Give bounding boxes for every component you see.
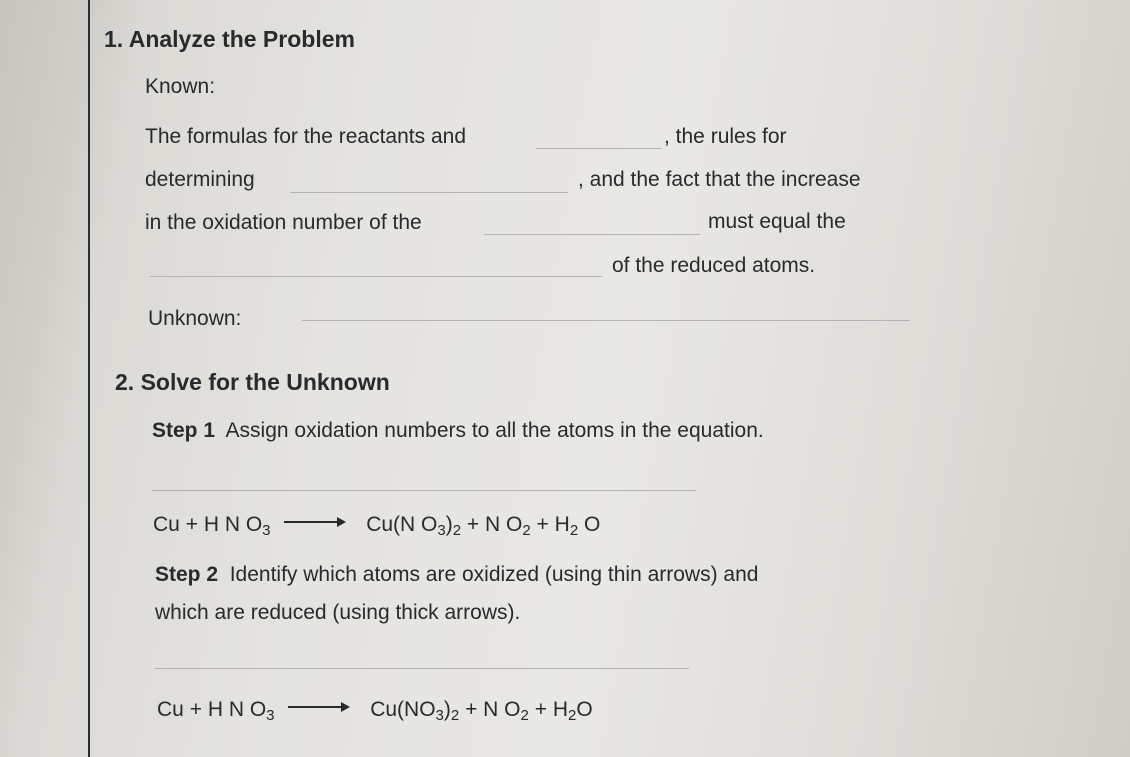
equation-2 xyxy=(157,698,593,724)
step-2-text-line-1: Identify which atoms are oxidized (using thin arrows) and xyxy=(229,563,759,586)
known-line-1-start: The formulas for the reactants and xyxy=(145,125,466,148)
step-2-label: Step 2 xyxy=(155,563,219,586)
eq1-paren: ) xyxy=(445,513,453,536)
eq2-sub-2b: 2 xyxy=(520,707,529,724)
blank-reactants-products[interactable] xyxy=(536,148,662,149)
step-2 xyxy=(155,563,758,587)
eq1-cu: Cu xyxy=(153,513,180,536)
eq2-plus-1: + xyxy=(189,698,202,721)
eq1-sub-3a: 3 xyxy=(262,522,271,539)
step-2-text-line-2: which are reduced (using thick arrows). xyxy=(155,601,521,624)
eq2-sub-2c: 2 xyxy=(567,707,577,724)
eq2-paren: ) xyxy=(443,698,451,721)
known-line-3-end: must equal the xyxy=(708,210,846,233)
eq1-o: O xyxy=(584,513,601,536)
unknown-label: Unknown: xyxy=(148,307,242,330)
blank-unknown[interactable] xyxy=(302,320,910,321)
known-label: Known: xyxy=(145,75,216,98)
known-line-1-end: , the rules for xyxy=(664,125,787,148)
eq2-h: H xyxy=(552,698,568,721)
section-1-heading: 1. Analyze the Problem xyxy=(104,26,355,52)
eq1-plus-3: + xyxy=(536,513,549,536)
reaction-arrow-icon xyxy=(288,702,350,712)
eq2-cu: Cu xyxy=(157,698,184,721)
eq1-plus-2: + xyxy=(466,513,480,536)
eq2-o: O xyxy=(576,698,593,721)
step-1-text: Assign oxidation numbers to all the atoms in the equation. xyxy=(225,419,764,442)
eq1-sub-2c: 2 xyxy=(569,522,579,539)
known-line-2-end: , and the fact that the increase xyxy=(578,168,861,191)
eq1-plus-1: + xyxy=(185,513,198,536)
step-1 xyxy=(152,419,764,443)
blank-decrease[interactable] xyxy=(150,276,602,277)
eq1-h: H xyxy=(554,513,570,536)
eq2-plus-2: + xyxy=(465,698,478,721)
eq2-no: N O xyxy=(483,698,521,721)
equation-1 xyxy=(153,513,600,539)
reaction-arrow-icon xyxy=(284,517,346,527)
section-2-heading: 2. Solve for the Unknown xyxy=(115,369,390,395)
blank-oxidation-numbers-1[interactable] xyxy=(152,490,696,491)
blank-oxidation-numbers-2[interactable] xyxy=(155,668,689,669)
known-line-3-start: in the oxidation number of the xyxy=(145,211,422,234)
eq2-hno: H N O xyxy=(207,698,267,721)
eq2-sub-3a: 3 xyxy=(266,707,275,724)
known-line-4-end: of the reduced atoms. xyxy=(612,254,816,277)
known-line-2-start: determining xyxy=(145,168,255,191)
eq1-product-cu: Cu(N O xyxy=(366,513,438,536)
blank-oxidized-atoms[interactable] xyxy=(484,234,700,235)
eq2-sub-2a: 2 xyxy=(450,707,460,724)
margin-rule xyxy=(88,0,90,757)
eq1-sub-2a: 2 xyxy=(452,522,462,539)
eq2-plus-3: + xyxy=(534,698,547,721)
blank-determining[interactable] xyxy=(290,192,568,193)
eq1-hno: H N O xyxy=(203,513,263,536)
step-1-label: Step 1 xyxy=(152,419,216,442)
eq1-no: N O xyxy=(485,513,523,536)
eq2-product-cu: Cu(NO xyxy=(370,698,436,721)
eq1-sub-3b: 3 xyxy=(437,522,446,539)
eq1-sub-2b: 2 xyxy=(522,522,531,539)
eq2-sub-3b: 3 xyxy=(435,707,444,724)
